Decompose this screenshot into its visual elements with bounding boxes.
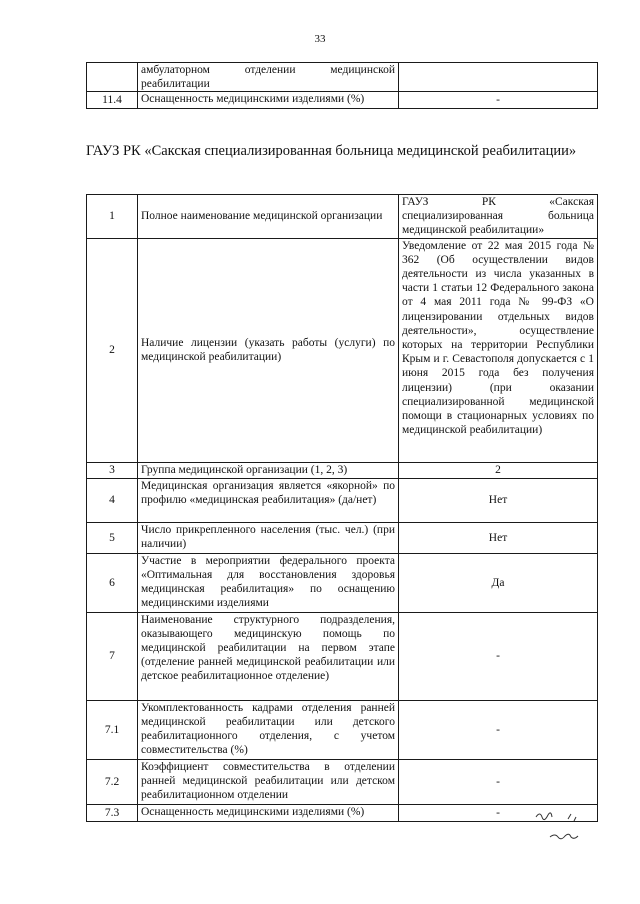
row-value: Нет	[399, 478, 598, 522]
row-name: Оснащенность медицинскими изделиями (%)	[138, 92, 399, 109]
page-number: 33	[314, 33, 326, 45]
row-name: Коэффициент совместительства в отделении ранней медицинской реабилитации или детском реабилитационном отделении	[138, 759, 399, 804]
row-value	[399, 63, 598, 92]
row-value: Нет	[399, 522, 598, 553]
row-value: -	[399, 700, 598, 759]
table-row	[87, 612, 598, 700]
row-number: 2	[87, 238, 138, 462]
row-name: Медицинская организация является «якорной» по профилю «медицинская реабилитация» (да/нет)	[138, 478, 399, 522]
row-name: Участие в мероприятии федерального проекта «Оптимальная для восстановления здоровья медицинская реабилитация» по оснащению медицинскими изделиями	[138, 553, 399, 612]
row-value: -	[399, 612, 598, 700]
table-row	[87, 92, 598, 109]
row-value: 2	[399, 462, 598, 478]
row-number: 7.2	[87, 759, 138, 804]
row-number: 7.3	[87, 804, 138, 821]
row-value: Да	[399, 553, 598, 612]
row-number: 6	[87, 553, 138, 612]
row-name: Полное наименование медицинской организации	[138, 195, 399, 239]
row-number: 1	[87, 195, 138, 239]
table-row	[87, 759, 598, 804]
row-name: Укомплектованность кадрами отделения ранней медицинской реабилитации или детского реабилитационного отделения, с учетом совместительства (%)	[138, 700, 399, 759]
row-value: -	[399, 759, 598, 804]
row-name: амбулаторном отделении медицинской реабилитации	[138, 63, 399, 92]
row-number: 7.1	[87, 700, 138, 759]
table-row	[87, 553, 598, 612]
row-name: Наличие лицензии (указать работы (услуги) по медицинской реабилитации)	[138, 238, 399, 462]
handwritten-mark-icon	[528, 805, 598, 847]
row-name: Число прикрепленного населения (тыс. чел.) (при наличии)	[138, 522, 399, 553]
row-number: 3	[87, 462, 138, 478]
top-table	[86, 62, 598, 109]
row-value: -	[399, 92, 598, 109]
section-heading: ГАУЗ РК «Сакская специализированная больница медицинской реабилитации»	[86, 143, 577, 159]
table-row	[87, 238, 598, 462]
row-number: 4	[87, 478, 138, 522]
row-name: Наименование структурного подразделения, оказывающего медицинскую помощь по медицинской реабилитации на первом этапе (отделение ранней медицинской реабилитации или детское реабилитационное отделение)	[138, 612, 399, 700]
table-row	[87, 700, 598, 759]
row-name: Оснащенность медицинскими изделиями (%)	[138, 804, 399, 821]
table-row	[87, 804, 598, 821]
row-name: Группа медицинской организации (1, 2, 3)	[138, 462, 399, 478]
table-row	[87, 462, 598, 478]
table-row	[87, 522, 598, 553]
row-number	[87, 63, 138, 92]
table-row	[87, 63, 598, 92]
row-value: Уведомление от 22 мая 2015 года № 362 (Об осуществлении видов деятельности из числа указанных в части 1 статьи 12 Федерального закона от 4 мая 2011 года № 99-ФЗ «О лицензировании отдельных видов деятельности», осуществление которых на территории Республики Крым и г. Севастополя допускается с 1 июня 2015 года без получения лицензии) (при оказании специализированной медицинской помощи в стационарных условиях по медицинской реабилитации)	[399, 238, 598, 462]
table-row	[87, 195, 598, 239]
main-table	[86, 194, 598, 822]
row-number: 5	[87, 522, 138, 553]
row-number: 11.4	[87, 92, 138, 109]
row-value: ГАУЗ РК «Сакская специализированная больница медицинской реабилитации»	[399, 195, 598, 239]
row-value: -	[399, 804, 598, 821]
row-number: 7	[87, 612, 138, 700]
table-row	[87, 478, 598, 522]
